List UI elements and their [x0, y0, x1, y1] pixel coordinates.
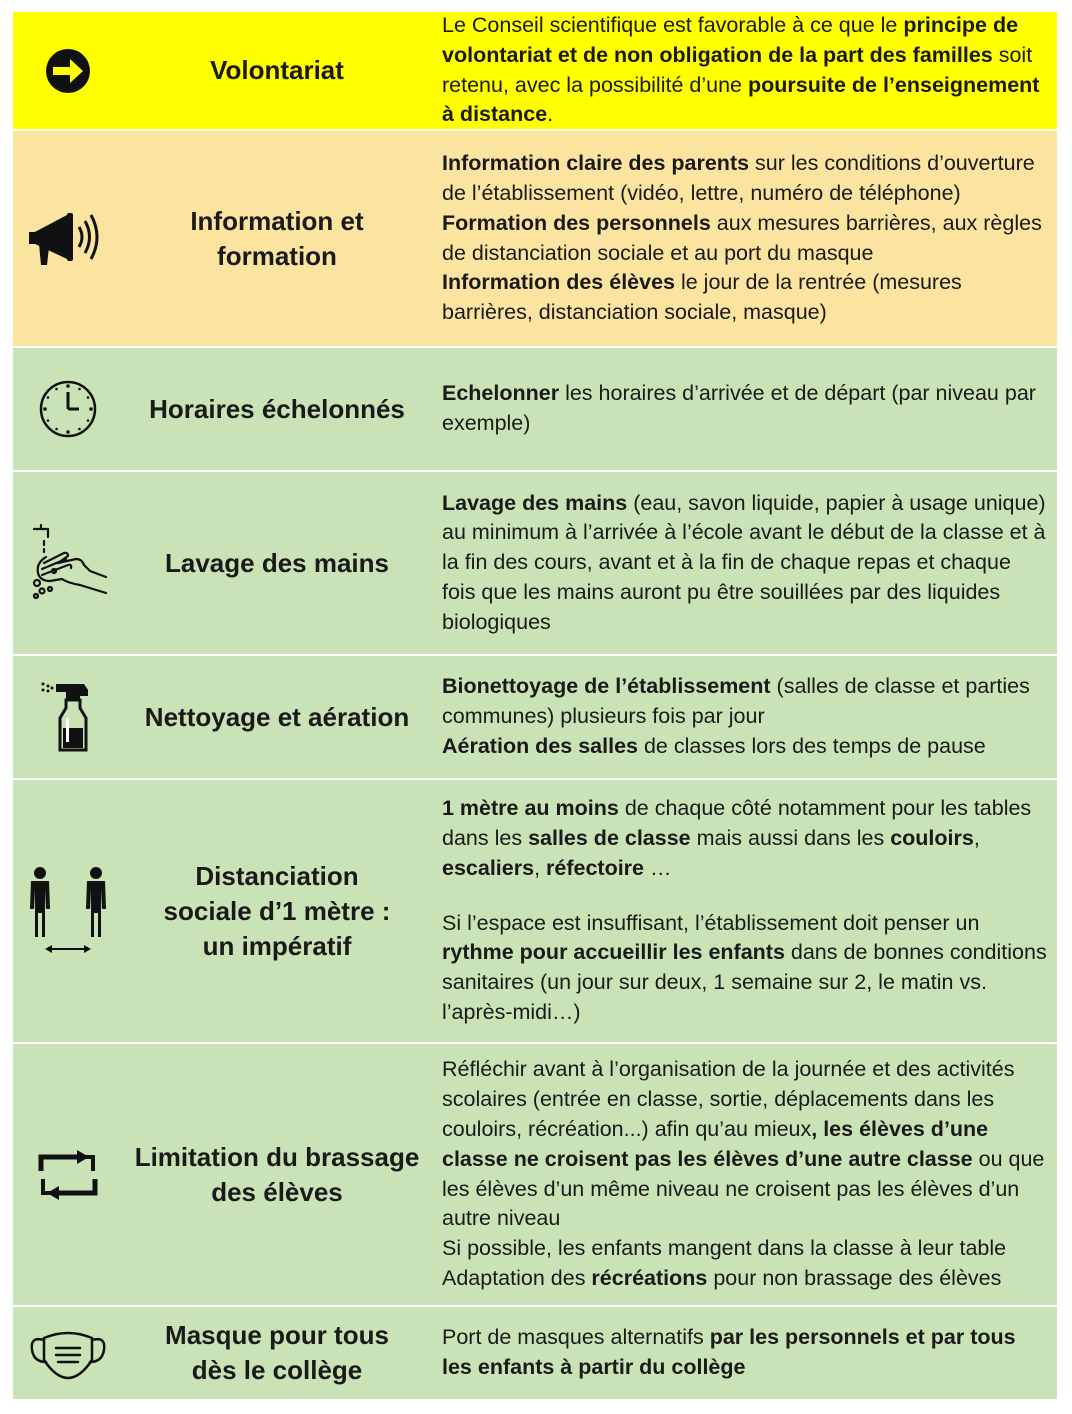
row-text [431, 11, 1057, 130]
icon-cell [13, 780, 123, 1042]
row-text [431, 672, 1057, 761]
row-title: Horaires échelonnés [149, 393, 405, 424]
row-title: Lavage des mains [165, 547, 389, 578]
text-paragraph: Port de masques alternatifs par les personnels et par tous les enfants à partir du collège [442, 1325, 1016, 1379]
icon-cell [13, 656, 123, 778]
text-paragraph: Information claire des parents sur les conditions d’ouverture de l’établissement (vidéo, lettre, numéro de téléphone) [442, 151, 1035, 205]
megaphone-icon [27, 207, 109, 271]
text-paragraph: Information des élèves le jour de la rentrée (mesures barrières, distanciation sociale, masque) [442, 270, 962, 325]
row-nettoyage [13, 656, 1057, 778]
row-title: Distanciation sociale d’1 mètre : un impératif [163, 860, 391, 961]
clock-icon [38, 379, 98, 439]
row-masque [13, 1307, 1057, 1399]
row-title: Volontariat [210, 55, 344, 85]
text-paragraph: Si l’espace est insuffisant, l’établissement doit penser un rythme pour accueillir les enfants dans de bonnes conditions sanitaires (un jour sur deux, 1 semaine sur 2, le matin vs. l’après-midi…) [442, 910, 1047, 1024]
text-paragraph: Echelonner les horaires d’arrivée et de départ (par niveau par exemple) [442, 381, 1036, 435]
row-limitation-brassage [13, 1044, 1057, 1305]
icon-cell [13, 348, 123, 470]
row-text [431, 489, 1057, 638]
icon-cell [13, 1307, 123, 1399]
text-paragraph: Réfléchir avant à l’organisation de la journée et des activités scolaires (entrée en classe, sortie, déplacements dans les couloirs, récréation...) afin qu’au mieux, les élèves d’une classe ne croisent pas les élèves d’une autre classe ou que les élèves d’un même niveau ne croisent pas les élèves d’un autre niveau [442, 1057, 1045, 1231]
text-paragraph: Adaptation des récréations pour non brassage des élèves [442, 1265, 1002, 1290]
hand-washing-icon [28, 523, 108, 603]
spray-bottle-icon [40, 680, 96, 754]
text-paragraph: Aération des salles de classes lors des temps de pause [442, 733, 986, 758]
social-distance-icon [23, 865, 113, 957]
row-title: Limitation du brassage des élèves [134, 1141, 420, 1207]
row-text [431, 379, 1057, 439]
icon-cell [13, 131, 123, 346]
row-information-formation [13, 131, 1057, 346]
row-title: Masque pour tous dès le collège [165, 1320, 389, 1385]
loop-arrows-icon [35, 1147, 101, 1203]
icon-cell [13, 472, 123, 654]
face-mask-icon [28, 1326, 108, 1380]
row-distanciation [13, 780, 1057, 1042]
row-horaires [13, 348, 1057, 470]
row-text [431, 149, 1057, 328]
row-text [431, 1055, 1057, 1293]
row-lavage [13, 472, 1057, 654]
text-paragraph: Le Conseil scientifique est favorable à ce que le principe de volontariat et de non obligation de la part des familles soit retenu, avec la possibilité d’une poursuite de l’enseignement à distance. [442, 12, 1040, 127]
row-text [431, 794, 1057, 1028]
text-paragraph: 1 mètre au moins de chaque côté notamment pour les tables dans les salles de classe mais aussi dans les couloirs, escaliers, réfectoire … [442, 796, 1032, 880]
row-volontariat [13, 12, 1057, 129]
row-title: Information et formation [190, 205, 364, 271]
arrow-circle-icon [45, 48, 91, 94]
text-paragraph: Formation des personnels aux mesures barrières, aux règles de distanciation sociale et au port du masque [442, 210, 1042, 265]
row-title: Nettoyage et aération [144, 701, 410, 732]
row-text [431, 1323, 1057, 1383]
text-paragraph: Si possible, les enfants mangent dans la classe à leur table [442, 1236, 1007, 1261]
text-paragraph: Lavage des mains (eau, savon liquide, papier à usage unique) au minimum à l’arrivée à l’école avant le début de la classe et à la fin des cours, avant et à la fin de chaque repas et chaque fois que les mains auront pu être souillées par des liquides biologiques [442, 490, 1046, 634]
text-paragraph: Bionettoyage de l’établissement (salles de classe et parties communes) plusieurs fois par jour [442, 674, 1030, 729]
icon-cell [13, 12, 123, 129]
icon-cell [13, 1044, 123, 1305]
